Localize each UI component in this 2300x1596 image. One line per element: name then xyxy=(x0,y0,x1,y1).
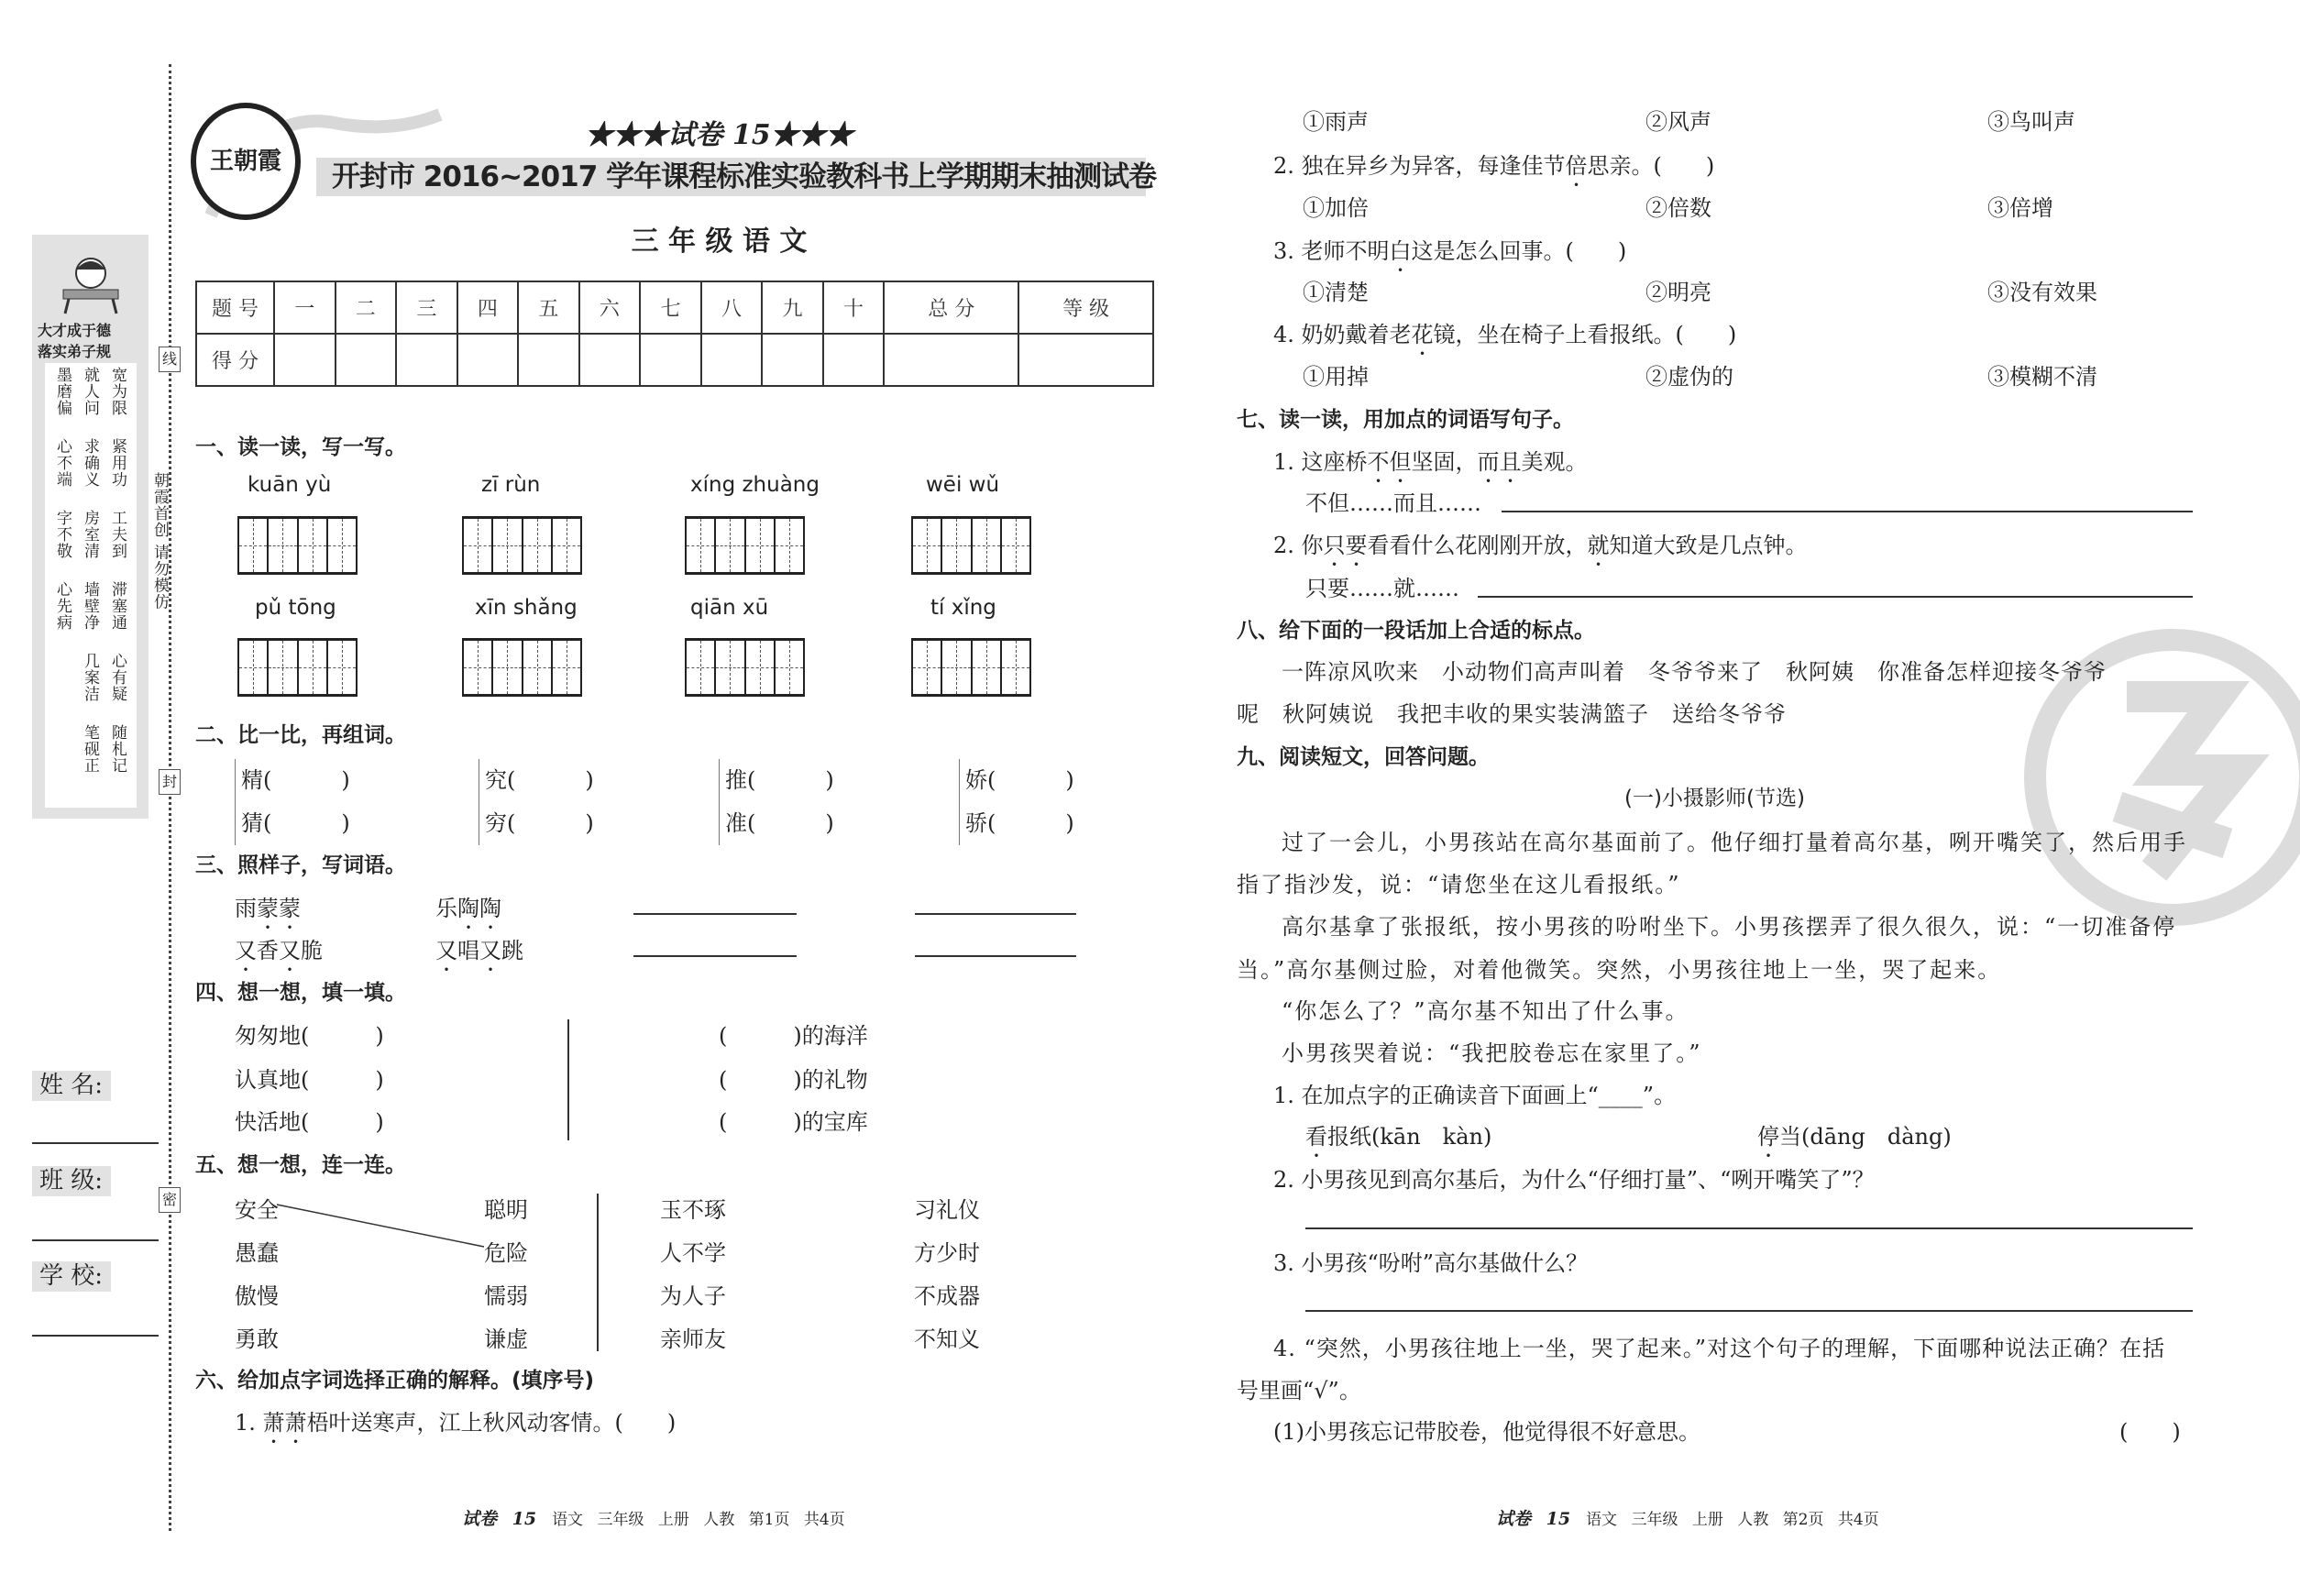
answer-line[interactable] xyxy=(1305,1227,2193,1229)
match-column xyxy=(235,1189,279,1361)
fill-item: 快活地( ) xyxy=(235,1109,384,1135)
verse: 字不敬 xyxy=(53,510,72,559)
score-cell[interactable] xyxy=(701,334,763,386)
paren: ) xyxy=(825,767,834,793)
answer-line[interactable] xyxy=(1305,1310,2193,1312)
paper-number: ★★★试卷 15★★★ xyxy=(585,119,853,151)
match-item[interactable]: 傲慢 xyxy=(235,1283,279,1309)
compare-pair xyxy=(719,759,834,845)
paren: ) xyxy=(585,810,594,836)
section-heading: 六、给加点字词选择正确的解释。(填序号) xyxy=(195,1369,595,1392)
match-column xyxy=(660,1189,726,1361)
answer-line[interactable] xyxy=(633,955,797,957)
match-item[interactable]: 危险 xyxy=(484,1240,528,1266)
motto-panel xyxy=(32,235,149,819)
match-item[interactable]: 亲师友 xyxy=(660,1326,726,1352)
pinyin: pǔ tōng xyxy=(255,596,336,620)
option: ②倍数 xyxy=(1645,195,1711,221)
exam-title: 开封市 2016~2017 学年课程标准实验教科书上学期期末抽测试卷 xyxy=(332,160,1157,193)
pinyin: wēi wǔ xyxy=(926,473,1000,497)
verse: 工夫到 xyxy=(108,510,127,559)
table-row xyxy=(196,334,1153,386)
char-prompt: 骄( xyxy=(965,810,996,836)
writing-grid[interactable] xyxy=(237,638,358,697)
pinyin: tí xǐng xyxy=(930,596,996,620)
char-prompt: 准( xyxy=(725,810,756,836)
section-heading: 九、阅读短文，回答问题。 xyxy=(1237,745,1490,769)
cut-mark: 密 xyxy=(159,1187,181,1213)
char-prompt: 猜( xyxy=(241,810,272,836)
compare-pair xyxy=(479,759,594,845)
pinyin-choice: 看报纸(kān kàn) xyxy=(1305,1124,1492,1150)
class-field[interactable] xyxy=(32,1239,159,1241)
passage-line: 小男孩哭着说：“我把胶卷忘在家里了。” xyxy=(1282,1040,1702,1066)
name-label: 姓 名: xyxy=(32,1071,111,1101)
table-row-label: 得 分 xyxy=(196,334,274,386)
score-cell[interactable] xyxy=(336,334,397,386)
fill-item: 认真地( ) xyxy=(235,1067,384,1093)
paren: ) xyxy=(825,810,834,836)
passage-line: 指了指沙发，说：“请您坐在这儿看报纸。” xyxy=(1237,872,1681,897)
verse: 心先病 xyxy=(53,581,72,631)
paragraph-line: 呢 秋阿姨说 我把丰收的果实装满篮子 送给冬爷爷 xyxy=(1237,701,1787,727)
char-prompt: 娇( xyxy=(965,767,996,793)
score-cell[interactable] xyxy=(518,334,579,386)
score-cell[interactable] xyxy=(1018,334,1153,386)
school-label: 学 校: xyxy=(32,1261,111,1292)
option: ③模糊不清 xyxy=(1987,364,2097,390)
score-cell[interactable] xyxy=(274,334,336,386)
pinyin: xíng zhuàng xyxy=(690,473,820,497)
match-item[interactable]: 方少时 xyxy=(914,1240,980,1266)
table-header-cell: 五 xyxy=(518,281,579,334)
passage-line: “你怎么了？”高尔基不知出了什么事。 xyxy=(1282,998,1689,1024)
option: ③倍增 xyxy=(1987,195,2053,221)
score-table xyxy=(195,281,1154,387)
writing-grid[interactable] xyxy=(462,516,582,575)
verse: 宽为限 xyxy=(108,367,127,416)
option: ③没有效果 xyxy=(1987,280,2097,305)
table-header-cell: 等 级 xyxy=(1018,281,1153,334)
example-word: 乐陶陶 xyxy=(435,896,501,921)
question: 4. “突然，小男孩往地上一坐，哭了起来。”对这个句子的理解，下面哪种说法正确？在括 xyxy=(1273,1336,2166,1361)
match-item[interactable]: 愚蠢 xyxy=(235,1240,279,1266)
table-header-cell: 九 xyxy=(762,281,823,334)
match-item[interactable]: 玉不琢 xyxy=(660,1197,726,1223)
table-header-cell: 六 xyxy=(579,281,641,334)
copyright-notice: 朝霞首创 请勿模仿 xyxy=(150,472,169,611)
table-header-cell: 八 xyxy=(701,281,763,334)
question: 4. 奶奶戴着老花镜，坐在椅子上看报纸。( ) xyxy=(1273,322,1737,347)
option: ②虚伪的 xyxy=(1645,364,1733,390)
char-prompt: 精( xyxy=(241,767,272,793)
fill-item: ( )的礼物 xyxy=(719,1067,868,1093)
example-word: 雨蒙蒙 xyxy=(235,896,301,921)
writing-grid[interactable] xyxy=(462,638,582,697)
paren: ) xyxy=(1065,767,1074,793)
pinyin-choice: 停当(dāng dàng) xyxy=(1757,1124,1952,1150)
cut-mark: 线 xyxy=(159,347,181,372)
compare-pair xyxy=(959,759,1074,845)
page-footer: 试卷 15 语文 三年级 上册 人教 第2页 共4页 xyxy=(1496,1509,1879,1529)
paren: ) xyxy=(341,767,350,793)
divider xyxy=(597,1194,599,1351)
class-label: 班 级: xyxy=(32,1166,111,1196)
passage-line: 当。”高尔基侧过脸，对着他微笑。突然，小男孩往地上一坐，哭了起来。 xyxy=(1237,957,2002,983)
fill-item: 匆匆地( ) xyxy=(235,1023,384,1049)
fill-item: ( )的海洋 xyxy=(719,1023,868,1049)
section-heading: 七、读一读，用加点的词语写句子。 xyxy=(1237,408,1574,432)
table-row xyxy=(196,281,1153,334)
score-cell[interactable] xyxy=(579,334,641,386)
sentence-pattern: 只要……就…… xyxy=(1305,576,1459,601)
char-prompt: 推( xyxy=(725,767,756,793)
subject-title: 三 年 级 语 文 xyxy=(631,226,808,258)
verse: 墙壁净 xyxy=(81,581,99,631)
passage-title: (一)小摄影师(节选) xyxy=(1624,787,1805,810)
match-item[interactable]: 不知义 xyxy=(914,1326,980,1352)
verse: 笔砚正 xyxy=(81,724,99,774)
table-header-cell: 七 xyxy=(640,281,701,334)
table-header-cell: 四 xyxy=(457,281,519,334)
table-header-cell: 题 号 xyxy=(196,281,274,334)
school-field[interactable] xyxy=(32,1335,159,1337)
option: ①雨声 xyxy=(1303,109,1369,135)
paren: ) xyxy=(341,810,350,836)
option: ①加倍 xyxy=(1303,195,1369,221)
option: ②明亮 xyxy=(1645,280,1711,305)
table-header-cell: 二 xyxy=(336,281,397,334)
answer-paren[interactable]: ( ) xyxy=(2119,1419,2181,1445)
section-heading: 四、想一想，填一填。 xyxy=(195,981,406,1005)
choice-statement: (1)小男孩忘记带胶卷，他觉得很不好意思。 xyxy=(1273,1419,1700,1445)
score-cell[interactable] xyxy=(457,334,519,386)
writing-grid[interactable] xyxy=(911,638,1031,697)
student-reading-illustration xyxy=(58,253,124,317)
question: 2. 独在异乡为异客，每逢佳节倍思亲。( ) xyxy=(1273,153,1715,179)
option: ③鸟叫声 xyxy=(1987,109,2075,135)
verse: 心不端 xyxy=(53,438,72,488)
verse: 墨磨偏 xyxy=(53,367,72,416)
match-item[interactable]: 不成器 xyxy=(914,1283,980,1309)
pinyin: kuān yù xyxy=(248,473,332,497)
paragraph-line: 一阵凉风吹来 小动物们高声叫着 冬爷爷来了 秋阿姨 你准备怎样迎接冬爷爷 xyxy=(1282,659,2107,685)
score-cell[interactable] xyxy=(640,334,701,386)
example-word: 又香又脆 xyxy=(235,938,323,963)
score-cell[interactable] xyxy=(762,334,823,386)
motto-line: 大才成于德 xyxy=(38,322,112,339)
match-item[interactable]: 聪明 xyxy=(484,1197,528,1223)
score-cell[interactable] xyxy=(396,334,457,386)
question: 1. 这座桥不但坚固，而且美观。 xyxy=(1273,449,1588,475)
answer-line[interactable] xyxy=(915,913,1076,915)
motto-line: 落实弟子规 xyxy=(38,343,112,360)
question: 2. 你只要看看什么花刚刚开放，就知道大致是几点钟。 xyxy=(1273,533,1808,558)
section-heading: 二、比一比，再组词。 xyxy=(195,723,406,747)
match-item[interactable]: 谦虚 xyxy=(484,1326,528,1352)
passage-line: 过了一会儿，小男孩站在高尔基面前了。他仔细打量着高尔基，咧开嘴笑了，然后用手 xyxy=(1282,830,2187,855)
question: 1. 萧萧梧叶送寒声，江上秋风动客情。( ) xyxy=(235,1410,677,1436)
sentence-pattern: 不但……而且…… xyxy=(1305,490,1481,516)
cut-mark: 封 xyxy=(159,769,181,795)
question: 2. 小男孩见到高尔基后，为什么“仔细打量”、“咧开嘴笑了”？ xyxy=(1273,1167,1875,1193)
verse: 房室清 xyxy=(81,510,99,559)
connect-line xyxy=(275,1201,495,1256)
table-header-cell: 总 分 xyxy=(884,281,1018,334)
name-field[interactable] xyxy=(32,1142,159,1144)
question: 3. 老师不明白这是怎么回事。( ) xyxy=(1273,238,1627,264)
verse: 求确义 xyxy=(81,438,99,488)
match-item[interactable]: 勇敢 xyxy=(235,1326,279,1352)
match-column xyxy=(914,1189,980,1361)
motto-verses xyxy=(45,363,137,808)
binding-cut-line xyxy=(169,64,171,1531)
match-item[interactable]: 为人子 xyxy=(660,1283,726,1309)
question: 1. 在加点字的正确读音下面画上“____”。 xyxy=(1273,1083,1677,1108)
writing-grid[interactable] xyxy=(685,638,805,697)
paren: ) xyxy=(1065,810,1074,836)
section-heading: 五、想一想，连一连。 xyxy=(195,1153,406,1177)
score-cell[interactable] xyxy=(884,334,1018,386)
option: ①用掉 xyxy=(1303,364,1369,390)
verse: 滞塞通 xyxy=(108,581,127,631)
verse: 几案洁 xyxy=(81,653,99,702)
answer-line[interactable] xyxy=(633,913,797,915)
table-header-cell: 三 xyxy=(396,281,457,334)
match-column xyxy=(484,1189,528,1361)
match-item[interactable]: 安全 xyxy=(235,1197,279,1223)
answer-line[interactable] xyxy=(1502,511,2193,512)
pinyin: zī rùn xyxy=(481,473,541,497)
page-footer: 试卷 15 语文 三年级 上册 人教 第1页 共4页 xyxy=(462,1509,845,1529)
divider xyxy=(567,1019,569,1140)
question: 号里画“√”。 xyxy=(1237,1378,1361,1403)
table-header-cell: 十 xyxy=(823,281,885,334)
answer-line[interactable] xyxy=(915,955,1076,957)
example-word: 又唱又跳 xyxy=(435,938,523,963)
option: ①清楚 xyxy=(1303,280,1369,305)
writing-grid[interactable] xyxy=(911,516,1031,575)
question: 3. 小男孩“吩咐”高尔基做什么？ xyxy=(1273,1250,1589,1276)
answer-line[interactable] xyxy=(1478,596,2193,598)
verse: 紧用功 xyxy=(108,438,127,488)
passage-line: 高尔基拿了张报纸，按小男孩的吩咐坐下。小男孩摆弄了很久很久，说：“一切准备停 xyxy=(1282,914,2177,940)
option: ②风声 xyxy=(1645,109,1711,135)
pinyin: xīn shǎng xyxy=(475,596,578,620)
char-prompt: 究( xyxy=(485,767,516,793)
pinyin: qiān xū xyxy=(690,596,769,620)
char-prompt: 穷( xyxy=(485,810,516,836)
section-heading: 三、照样子，写词语。 xyxy=(195,853,406,877)
fill-item: ( )的宝库 xyxy=(719,1109,868,1135)
writing-grid[interactable] xyxy=(685,516,805,575)
verse: 随札记 xyxy=(108,724,127,774)
match-item[interactable]: 懦弱 xyxy=(484,1283,528,1309)
score-cell[interactable] xyxy=(823,334,885,386)
verse: 就人问 xyxy=(81,367,99,416)
paren: ) xyxy=(585,767,594,793)
compare-pair xyxy=(235,759,350,845)
verse: 心有疑 xyxy=(108,653,127,702)
writing-grid[interactable] xyxy=(237,516,358,575)
logo-text: 王朝霞 xyxy=(209,148,281,175)
section-heading: 八、给下面的一段话加上合适的标点。 xyxy=(1237,619,1595,643)
match-item[interactable]: 习礼仪 xyxy=(914,1197,980,1223)
table-header-cell: 一 xyxy=(274,281,336,334)
section-heading: 一、读一读，写一写。 xyxy=(195,435,406,459)
match-item[interactable]: 人不学 xyxy=(660,1240,726,1266)
